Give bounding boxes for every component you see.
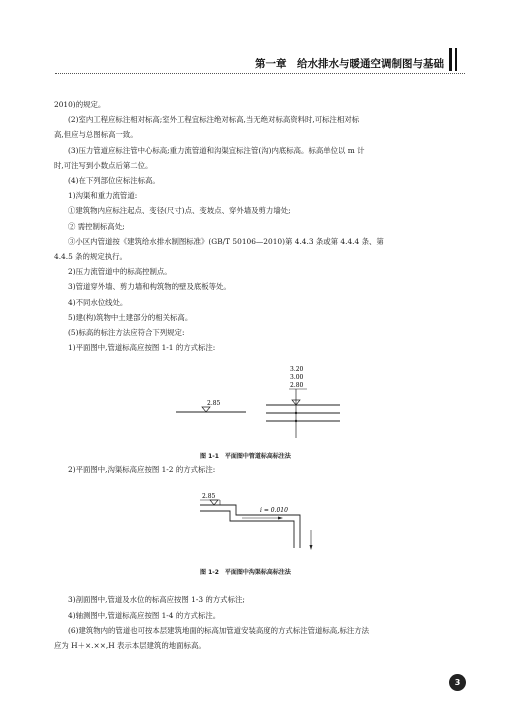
header-bar-thick	[449, 48, 452, 71]
paragraph: 应为 H＋×.××,H 表示本层建筑的地面标高。	[54, 641, 206, 650]
paragraph: 4.4.5 条的规定执行。	[54, 252, 127, 262]
paragraph: 4)轴测图中,管道标高应按图 1-4 的方式标注。	[68, 611, 221, 620]
trench-edge	[200, 511, 294, 548]
paragraph: 1)沟渠和重力流管道:	[68, 191, 138, 201]
figure1-right-value-1: 3.20	[290, 366, 304, 373]
figure1-right-value-3: 2.80	[290, 382, 304, 389]
paragraph: 3)剖面图中,管道及水位的标高应按图 1-3 的方式标注;	[68, 595, 245, 604]
chapter-title: 第一章 给水排水与暖通空调制图与基础	[255, 58, 444, 70]
header-bar-thin	[455, 48, 457, 71]
paragraph: 时,可注写到小数点后第二位。	[54, 160, 153, 170]
figure1-caption: 图 1-1 平面图中管道标高标注法	[200, 453, 291, 460]
elevation-marker-icon	[210, 500, 218, 505]
figure1-right-value-2: 3.00	[290, 374, 304, 381]
header-divider	[55, 73, 465, 74]
paragraph: (2)室内工程应标注相对标高;室外工程宜标注绝对标高,当无绝对标高资料时,可标注相对标	[68, 115, 360, 125]
flow-arrow-icon	[310, 545, 313, 550]
paragraph: (6)建筑物内的管道也可按本层建筑地面的标高加管道安装高度的方式标注管道标高,标注方法	[68, 626, 370, 635]
paragraph: 3)管道穿外墙、剪力墙和构筑物的壁及底板等处。	[68, 282, 231, 292]
elevation-marker-icon	[202, 407, 210, 412]
paragraph: ③小区内管道按《建筑给水排水制图标准》(GB/T 50106—2010)第 4.4.3 条或第 4.4.4 条、第	[68, 236, 384, 246]
paragraph: (3)压力管道应标注管中心标高;重力流管道和沟渠宜标注管(沟)内底标高。标高单位以 m 计	[68, 145, 365, 155]
paragraph: 2)平面图中,沟渠标高应按图 1-2 的方式标注:	[68, 465, 216, 474]
figure-1-1	[170, 360, 370, 440]
paragraph: 高,但应与总图标高一致。	[54, 130, 138, 140]
paragraph: ①建筑物内应标注起点、变径(尺寸)点、变坡点、穿外墙及剪力墙处;	[68, 206, 291, 216]
paragraph: (5)标高的标注方法应符合下列规定:	[68, 328, 185, 338]
page-number: 3	[449, 674, 466, 691]
paragraph: 2010)的规定。	[54, 100, 106, 109]
node-dot	[295, 412, 297, 414]
paragraph: 2)压力流管道中的标高控制点。	[68, 267, 172, 277]
paragraph: 4)不同水位线处。	[68, 297, 128, 307]
paragraph: 5)建(构)筑物中土建部分的相关标高。	[68, 312, 193, 322]
figure2-caption: 图 1-2 平面图中沟渠标高标注法	[200, 569, 291, 576]
paragraph: 1)平面图中,管道标高应按图 1-1 的方式标注:	[68, 343, 216, 353]
figure2-slope: i = 0.010	[260, 507, 288, 514]
figure2-value: 2.85	[202, 493, 216, 500]
figure-1-2	[190, 490, 340, 560]
body-text	[54, 97, 460, 355]
paragraph: ② 需控制标高处;	[68, 221, 125, 231]
paragraph: (4)在下列部位应标注标高。	[68, 176, 160, 186]
node-dot	[295, 420, 297, 422]
figure1-left-value: 2.85	[207, 400, 221, 407]
flow-arrow-icon	[278, 517, 283, 520]
